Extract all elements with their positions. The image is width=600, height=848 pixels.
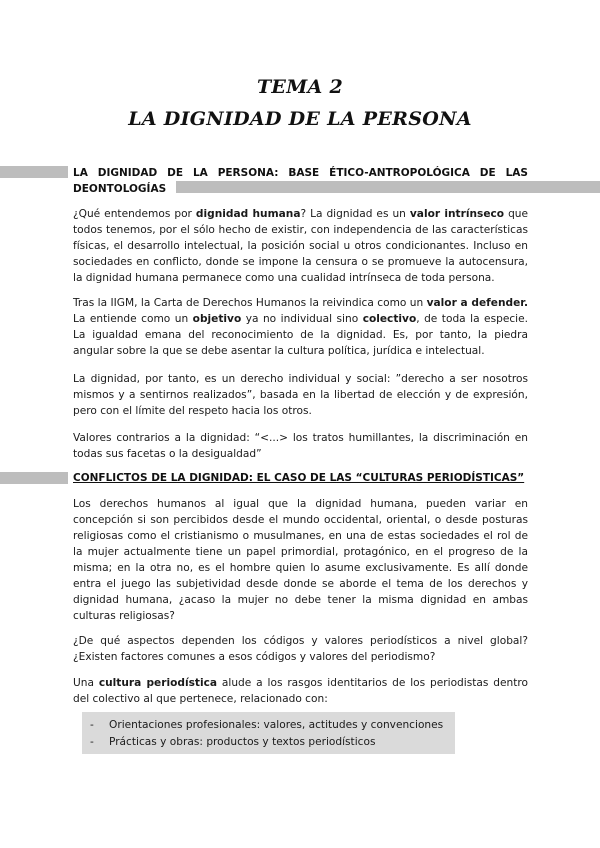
paragraph-dignity-definition: ¿Qué entendemos por dignidad humana? La dignidad es un valor intrínseco que todos tenemos, por el sólo hecho de existir, con independencia de las características físicas, el desarrollo intelectual, la posición social u otros condicionantes. Incluso en sociedades en conflicto, donde se impone la censura o se promueve la autocensura, la dignidad humana permanece como una cualidad intrínseca de toda persona. — [73, 208, 529, 284]
section-heading-journalistic-cultures: CONFLICTOS DE LA DIGNIDAD: EL CASO DE LAS “CULTURAS PERIODÍSTICAS” — [73, 472, 525, 484]
list-item: - Prácticas y obras: productos y textos periodísticos — [90, 736, 376, 748]
heading-bar-left-2 — [0, 472, 68, 484]
chapter-number: TEMA 2 — [256, 76, 344, 98]
paragraph-human-rights-charter: Tras la IIGM, la Carta de Derechos Humanos la reivindica como un valor a defender. La entiende como un objetivo ya no individual sino colectivo, de toda la especie. La igualdad emana del reconocimiento de la dignidad. Es, por tanto, la piedra angular sobre la que se debe asentar la cultura política, jurídica e intelectual. — [73, 297, 529, 357]
list-item: - Orientaciones profesionales: valores, actitudes y convenciones — [90, 719, 444, 731]
section-heading-dignity: LA DIGNIDAD DE LA PERSONA: BASE ÉTICO-ANTROPOLÓGICA DE LAS DEONTOLOGÍAS — [73, 167, 528, 195]
paragraph-individual-social-right: La dignidad, por tanto, es un derecho individual y social: ”derecho a ser nosotros mismos y a sentirnos realizados”, basada en la libertad de elección y de expresión, pero con el límite del respeto hacia los otros. — [73, 373, 528, 417]
chapter-title: LA DIGNIDAD DE LA PERSONA — [128, 108, 472, 130]
paragraph-cultural-conceptions: Los derechos humanos al igual que la dignidad humana, pueden variar en concepción si son percibidos desde el mundo occidental, oriental, o desde posturas religiosas como el cristianismo o musulmanes, en una de estas sociedades el rol de la mujer actualmente tiene un papel primordial, protagónico, en el progreso de la misma; en la otra no, es el hombre quien lo asume exclusivamente. Es allí donde entra el juego las subjetividad desde donde se aborde el tema de los derechos y dignidad humana, ¿acaso la mujer no debe tener la misma dignidad en ambas culturas religiosas? — [73, 498, 528, 622]
paragraph-contrary-values: Valores contrarios a la dignidad: “<...> los tratos humillantes, la discriminación en todas sus facetas o la desigualdad” — [73, 432, 528, 460]
paragraph-questions: ¿De qué aspectos dependen los códigos y valores periodísticos a nivel global? ¿Existen factores comunes a esos códigos y valores del periodismo? — [73, 635, 528, 663]
paragraph-journalistic-culture: Una cultura periodística alude a los rasgos identitarios de los periodistas dentro del colectivo al que pertenece, relacionado con: — [73, 677, 528, 705]
heading-bar-left — [0, 166, 68, 178]
